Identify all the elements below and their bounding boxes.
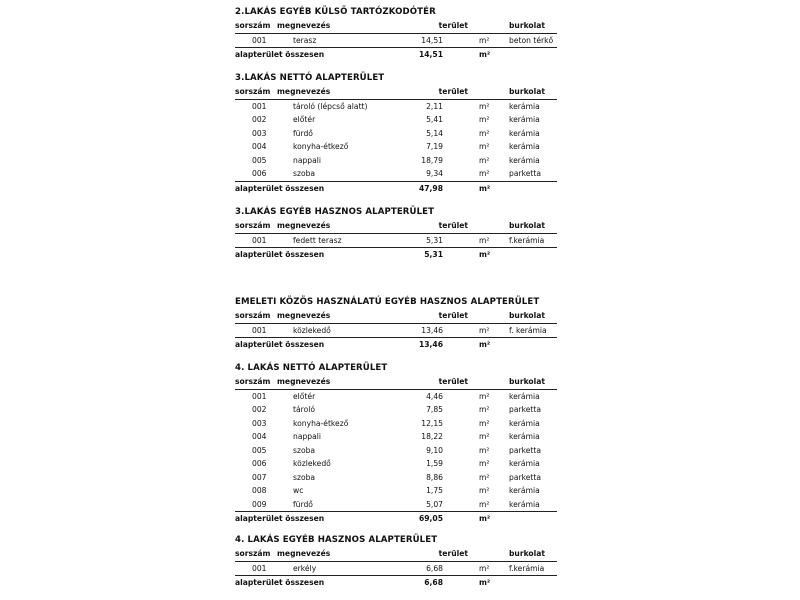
table-row <box>235 403 557 417</box>
row-area: 7,85 <box>426 405 443 414</box>
row-name: közlekedő <box>293 459 331 468</box>
row-name: wc <box>293 486 304 495</box>
total-unit: m² <box>479 578 491 587</box>
table-section <box>235 296 557 352</box>
row-area: 14,51 <box>421 35 443 45</box>
header-name: megnevezés <box>277 549 331 558</box>
total-row <box>235 575 557 590</box>
header-name: megnevezés <box>277 377 331 386</box>
row-area: 9,34 <box>426 169 443 178</box>
row-floor: kerámia <box>509 101 540 111</box>
row-unit: m² <box>479 128 490 138</box>
table-row <box>235 444 557 458</box>
row-id: 006 <box>252 169 267 178</box>
row-id: 005 <box>252 155 267 165</box>
table-header <box>235 219 557 234</box>
header-floor: burkolat <box>509 377 546 386</box>
row-floor: kerámia <box>509 418 540 428</box>
table-header <box>235 375 557 390</box>
row-unit: m² <box>479 142 490 151</box>
row-area: 5,41 <box>426 115 443 124</box>
row-name: fedett terasz <box>293 235 342 245</box>
row-unit: m² <box>479 235 490 245</box>
row-id: 001 <box>252 235 267 245</box>
row-area: 18,22 <box>421 432 443 441</box>
row-floor: kerámia <box>509 486 540 495</box>
header-floor: burkolat <box>509 311 546 320</box>
row-floor: parketta <box>509 445 542 455</box>
row-unit: m² <box>479 499 490 509</box>
row-unit: m² <box>479 101 490 111</box>
header-area: terület <box>438 377 468 386</box>
table-row <box>235 457 557 471</box>
total-unit: m² <box>479 340 491 349</box>
header-id: sorszám <box>235 377 271 386</box>
total-label: alapterület összesen <box>235 183 325 193</box>
total-area: 5,31 <box>424 250 443 259</box>
header-name: megnevezés <box>277 87 331 96</box>
table-section <box>235 6 557 62</box>
table-row <box>235 324 557 338</box>
header-id: sorszám <box>235 21 271 30</box>
row-id: 003 <box>252 128 267 138</box>
table-row <box>235 127 557 141</box>
row-area: 12,15 <box>421 418 443 428</box>
total-label: alapterület összesen <box>235 340 325 349</box>
row-id: 008 <box>252 486 267 495</box>
total-label: alapterület összesen <box>235 578 325 587</box>
table-section <box>235 534 557 590</box>
row-area: 5,14 <box>426 128 443 138</box>
header-floor: burkolat <box>509 549 546 558</box>
row-name: szoba <box>293 169 316 178</box>
total-row <box>235 181 557 196</box>
row-floor: beton térkő <box>509 35 554 45</box>
row-area: 4,46 <box>426 391 443 401</box>
section-title: 3.LAKÁS NETTÓ ALAPTERÜLET <box>235 73 385 83</box>
row-floor: f.kerámia <box>509 235 545 245</box>
section-title: 2.LAKÁS EGYÉB KÜLSŐ TARTÓZKODÓTÉR <box>235 7 436 17</box>
table-section <box>235 72 557 195</box>
row-floor: kerámia <box>509 499 540 509</box>
header-id: sorszám <box>235 87 271 96</box>
table-row <box>235 417 557 431</box>
table-row <box>235 562 557 576</box>
total-area: 13,46 <box>418 340 443 349</box>
row-floor: f. kerámia <box>509 325 547 335</box>
header-area: terület <box>438 549 468 558</box>
table-row <box>235 113 557 127</box>
total-label: alapterület összesen <box>235 514 325 523</box>
row-unit: m² <box>479 445 490 455</box>
total-row <box>235 337 557 352</box>
header-name: megnevezés <box>277 221 331 230</box>
row-name: tároló (lépcső alatt) <box>293 101 368 111</box>
total-unit: m² <box>479 50 491 59</box>
row-unit: m² <box>479 115 490 124</box>
row-unit: m² <box>479 486 490 495</box>
table-row <box>235 471 557 485</box>
row-name: szoba <box>293 445 316 455</box>
row-unit: m² <box>479 325 490 335</box>
table-header <box>235 19 557 34</box>
total-area: 14,51 <box>418 50 443 59</box>
row-id: 006 <box>252 459 267 468</box>
row-name: nappali <box>293 155 321 165</box>
row-floor: kerámia <box>509 432 540 441</box>
table-row <box>235 34 557 48</box>
header-floor: burkolat <box>509 87 546 96</box>
table-row <box>235 390 557 404</box>
section-title: 4. LAKÁS EGYÉB HASZNOS ALAPTERÜLET <box>235 535 438 545</box>
row-area: 9,10 <box>426 445 443 455</box>
row-name: fürdő <box>293 499 313 509</box>
header-area: terület <box>438 311 468 320</box>
section-title: 3.LAKÁS EGYÉB HASZNOS ALAPTERÜLET <box>235 207 435 217</box>
row-name: előtér <box>293 115 316 124</box>
table-section <box>235 206 557 262</box>
row-name: terasz <box>293 35 317 45</box>
table-header <box>235 547 557 562</box>
row-floor: kerámia <box>509 459 540 468</box>
row-area: 2,11 <box>426 101 443 111</box>
row-id: 001 <box>252 101 267 111</box>
header-id: sorszám <box>235 221 271 230</box>
table-row <box>235 100 557 114</box>
row-unit: m² <box>479 155 490 165</box>
table-row <box>235 234 557 248</box>
total-area: 47,98 <box>418 183 443 193</box>
row-unit: m² <box>479 432 490 441</box>
total-area: 6,68 <box>424 578 443 587</box>
row-name: konyha-étkező <box>293 142 349 151</box>
header-id: sorszám <box>235 549 271 558</box>
row-name: fürdő <box>293 128 313 138</box>
row-area: 8,86 <box>426 472 443 482</box>
row-unit: m² <box>479 418 490 428</box>
total-label: alapterület összesen <box>235 50 325 59</box>
row-floor: kerámia <box>509 142 540 151</box>
row-id: 005 <box>252 445 267 455</box>
table-header <box>235 309 557 324</box>
row-floor: parketta <box>509 472 542 482</box>
row-floor: kerámia <box>509 155 540 165</box>
row-floor: parketta <box>509 405 542 414</box>
row-area: 18,79 <box>421 155 443 165</box>
total-unit: m² <box>479 250 491 259</box>
total-row <box>235 511 557 526</box>
row-area: 5,07 <box>426 499 443 509</box>
row-unit: m² <box>479 472 490 482</box>
table-header <box>235 85 557 100</box>
row-id: 001 <box>252 563 267 573</box>
row-unit: m² <box>479 391 490 401</box>
header-floor: burkolat <box>509 221 546 230</box>
section-title: EMELETI KÖZÖS HASZNÁLATÚ EGYÉB HASZNOS ALAPTERÜLET <box>235 297 540 307</box>
header-floor: burkolat <box>509 21 546 30</box>
row-id: 001 <box>252 325 267 335</box>
row-id: 004 <box>252 432 267 441</box>
row-name: közlekedő <box>293 325 331 335</box>
row-unit: m² <box>479 35 490 45</box>
row-id: 002 <box>252 405 267 414</box>
header-name: megnevezés <box>277 311 331 320</box>
header-id: sorszám <box>235 311 271 320</box>
total-area: 69,05 <box>418 514 443 523</box>
row-area: 1,75 <box>426 486 443 495</box>
row-name: előtér <box>293 391 316 401</box>
row-unit: m² <box>479 169 490 178</box>
row-unit: m² <box>479 459 490 468</box>
header-area: terület <box>438 87 468 96</box>
row-area: 13,46 <box>421 325 443 335</box>
row-id: 001 <box>252 391 267 401</box>
table-row <box>235 430 557 444</box>
row-area: 6,68 <box>426 563 443 573</box>
row-name: konyha-étkező <box>293 418 349 428</box>
header-area: terület <box>438 21 468 30</box>
row-id: 002 <box>252 115 267 124</box>
table-row <box>235 484 557 498</box>
row-floor: parketta <box>509 169 542 178</box>
row-name: szoba <box>293 472 316 482</box>
row-id: 004 <box>252 142 267 151</box>
row-area: 1,59 <box>426 459 443 468</box>
total-unit: m² <box>479 183 491 193</box>
row-floor: f.kerámia <box>509 563 545 573</box>
table-row <box>235 498 557 512</box>
table-section <box>235 362 557 526</box>
section-title: 4. LAKÁS NETTÓ ALAPTERÜLET <box>235 363 388 373</box>
total-label: alapterület összesen <box>235 250 325 259</box>
total-row <box>235 47 557 62</box>
header-area: terület <box>438 221 468 230</box>
row-name: erkély <box>293 563 317 573</box>
row-floor: kerámia <box>509 115 540 124</box>
row-floor: kerámia <box>509 391 540 401</box>
row-floor: kerámia <box>509 128 540 138</box>
total-row <box>235 247 557 262</box>
row-name: tároló <box>293 405 315 414</box>
row-unit: m² <box>479 563 490 573</box>
row-id: 007 <box>252 472 267 482</box>
total-unit: m² <box>479 514 491 523</box>
row-area: 5,31 <box>426 235 443 245</box>
row-unit: m² <box>479 405 490 414</box>
row-id: 001 <box>252 35 267 45</box>
row-area: 7,19 <box>426 142 443 151</box>
row-id: 003 <box>252 418 267 428</box>
row-id: 009 <box>252 499 267 509</box>
header-name: megnevezés <box>277 21 331 30</box>
table-row <box>235 167 557 181</box>
table-row <box>235 154 557 168</box>
table-row <box>235 140 557 154</box>
row-name: nappali <box>293 432 321 441</box>
